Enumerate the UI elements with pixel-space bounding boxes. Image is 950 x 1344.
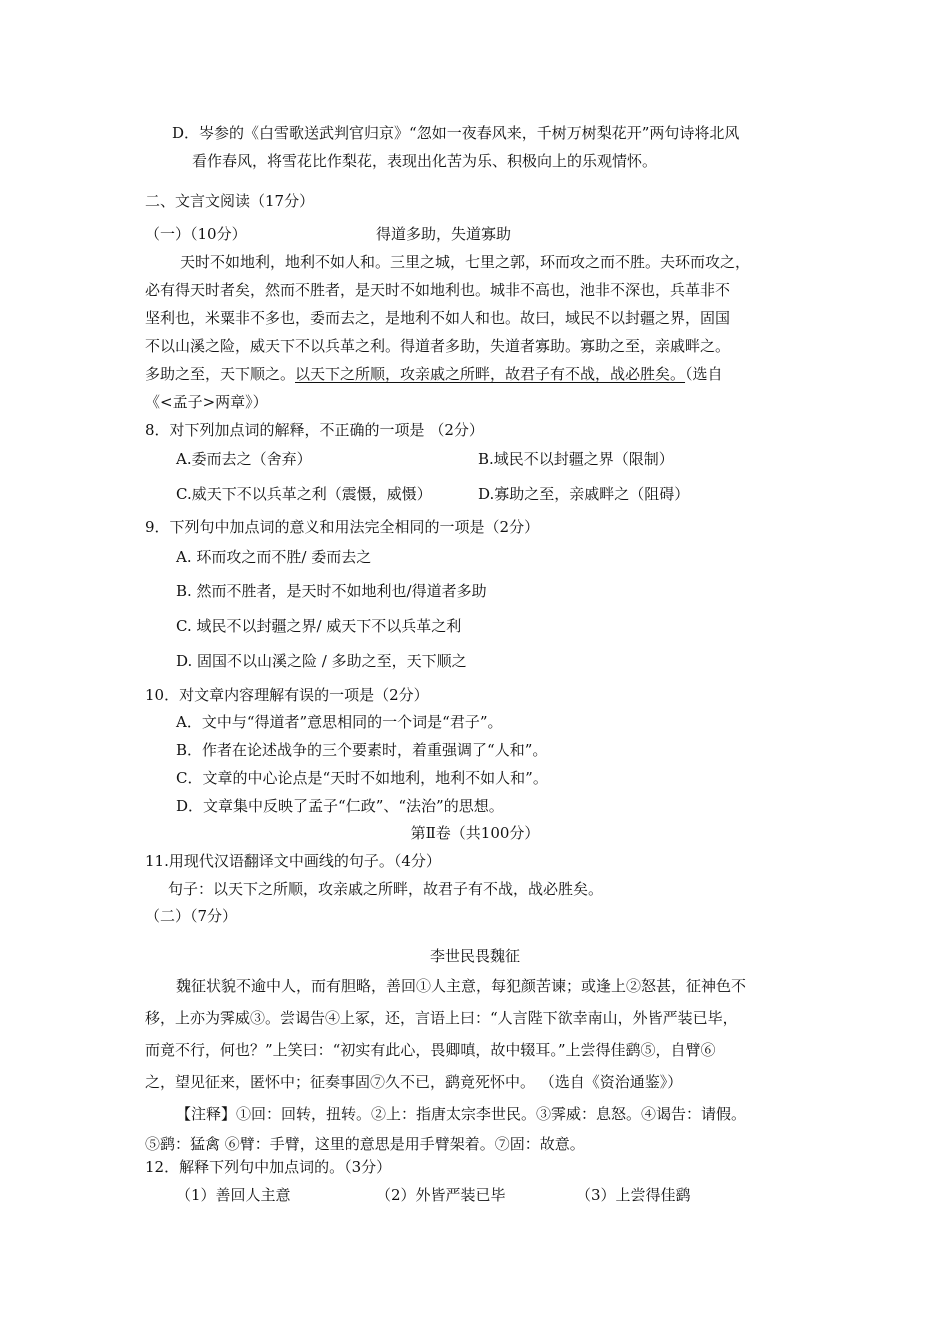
passage1-line: 天时不如地利，地利不如人和。三里之城，七里之郭，环而攻之而不胜。夫环而攻之， [180, 253, 751, 271]
passage1-line: 必有得天时者矣，然而不胜者，是天时不如地利也。城非不高也，池非不深也，兵革非不 [145, 281, 731, 299]
passage2-line: 而竟不行，何也？”上笑曰：“初实有此心，畏卿嗔，故中辍耳。”上尝得佳鹞⑤，自臂⑥ [145, 1041, 716, 1059]
passage2-line: 之，望见征来，匿怀中；征奏事固⑦久不已，鹞竟死怀中。 （选自《资治通鉴》） [145, 1073, 683, 1091]
q12-item-2: （2）外皆严装已毕 [376, 1186, 506, 1204]
q9-option-d: D. 固国不以山溪之险 / 多助之至，天下顺之 [176, 652, 467, 670]
notes-line1: 【注释】①回：回转，扭转。②上：指唐太宗李世民。③霁威：息怒。④谒告：请假。 [176, 1105, 747, 1123]
q10-option-d: D．文章集中反映了孟子“仁政”、“法治”的思想。 [176, 797, 504, 815]
q10-option-b: B．作者在论述战争的三个要素时，着重强调了“人和”。 [176, 741, 548, 759]
q10-option-c: C．文章的中心论点是“天时不如地利，地利不如人和”。 [176, 769, 548, 787]
q10-option-a: A．文中与“得道者”意思相同的一个词是“君子”。 [176, 713, 503, 731]
q9-option-a: A. 环而攻之而不胜/ 委而去之 [176, 548, 372, 566]
part1-label: （一）（10分） [145, 225, 247, 243]
q8-option-d: D.寡助之至，亲戚畔之（阻碍） [478, 485, 690, 503]
q8-option-b: B.域民不以封疆之界（限制） [478, 450, 674, 468]
q9-stem: 9．下列句中加点词的意义和用法完全相同的一项是（2分） [145, 518, 540, 536]
q7-option-d-line1: D．岑参的《白雪歌送武判官归京》“忽如一夜春风来，千树万树梨花开”两句诗将北风 [172, 124, 740, 142]
q10-stem: 10．对文章内容理解有误的一项是（2分） [145, 686, 429, 704]
notes-line2: ⑤鹞：猛禽 ⑥臂：手臂，这里的意思是用手臂架着。⑦固：故意。 [145, 1135, 585, 1153]
q8-option-a: A.委而去之（舍弃） [176, 450, 312, 468]
underlined-sentence: 以天下之所顺，攻亲戚之所畔，故君子有不战，战必胜矣。 [295, 365, 686, 383]
q8-stem: 8．对下列加点词的解释，不正确的一项是 （2分） [145, 421, 484, 439]
passage1-line-5 [145, 364, 723, 384]
q7-option-d-line2: 看作春风，将雪花比作梨花，表现出化苦为乐、积极向上的乐观情怀。 [192, 152, 658, 170]
part2-title: 李世民畏魏征 [429, 947, 520, 965]
volume-heading: 第Ⅱ卷（共100分） [410, 824, 540, 842]
part2-label: （二）（7分） [145, 907, 238, 925]
q12-item-3: （3）上尝得佳鹞 [576, 1186, 691, 1204]
q9-option-c: C. 域民不以封疆之界/ 威天下不以兵革之利 [176, 617, 462, 635]
q9-option-b: B. 然而不胜者，是天时不如地利也/得道者多助 [176, 582, 487, 600]
passage1-line5-end: （选自 [685, 365, 723, 383]
passage1-line5-start: 多助之至，天下顺之。 [145, 365, 296, 383]
passage1-source: 《<孟子>两章》） [145, 393, 268, 411]
q11-sentence: 句子：以天下之所顺，攻亲戚之所畔，故君子有不战，战必胜矣。 [168, 880, 604, 898]
part1-title: 得道多助，失道寡助 [376, 225, 512, 243]
q8-option-c: C.威天下不以兵革之利（震慑，威慑） [176, 485, 432, 503]
q12-stem: 12．解释下列句中加点词的。（3分） [145, 1158, 392, 1176]
passage2-line: 移，上亦为霁威③。尝谒告④上冢，还，言语上曰：“人言陛下欲幸南山，外皆严装已毕， [145, 1009, 738, 1027]
passage2-line: 魏征状貌不逾中人，而有胆略，善回①人主意，每犯颜苦谏；或逢上②怒甚，征神色不 [176, 977, 747, 995]
q12-item-1: （1）善回人主意 [176, 1186, 291, 1204]
section-heading: 二、文言文阅读（17分） [145, 192, 315, 210]
q11-stem: 11.用现代汉语翻译文中画线的句子。（4分） [145, 852, 441, 870]
passage1-line: 不以山溪之险，威天下不以兵革之利。得道者多助，失道者寡助。寡助之至，亲戚畔之。 [145, 337, 731, 355]
passage1-line: 坚利也，米粟非不多也，委而去之，是地利不如人和也。故曰，域民不以封疆之界，固国 [145, 309, 731, 327]
